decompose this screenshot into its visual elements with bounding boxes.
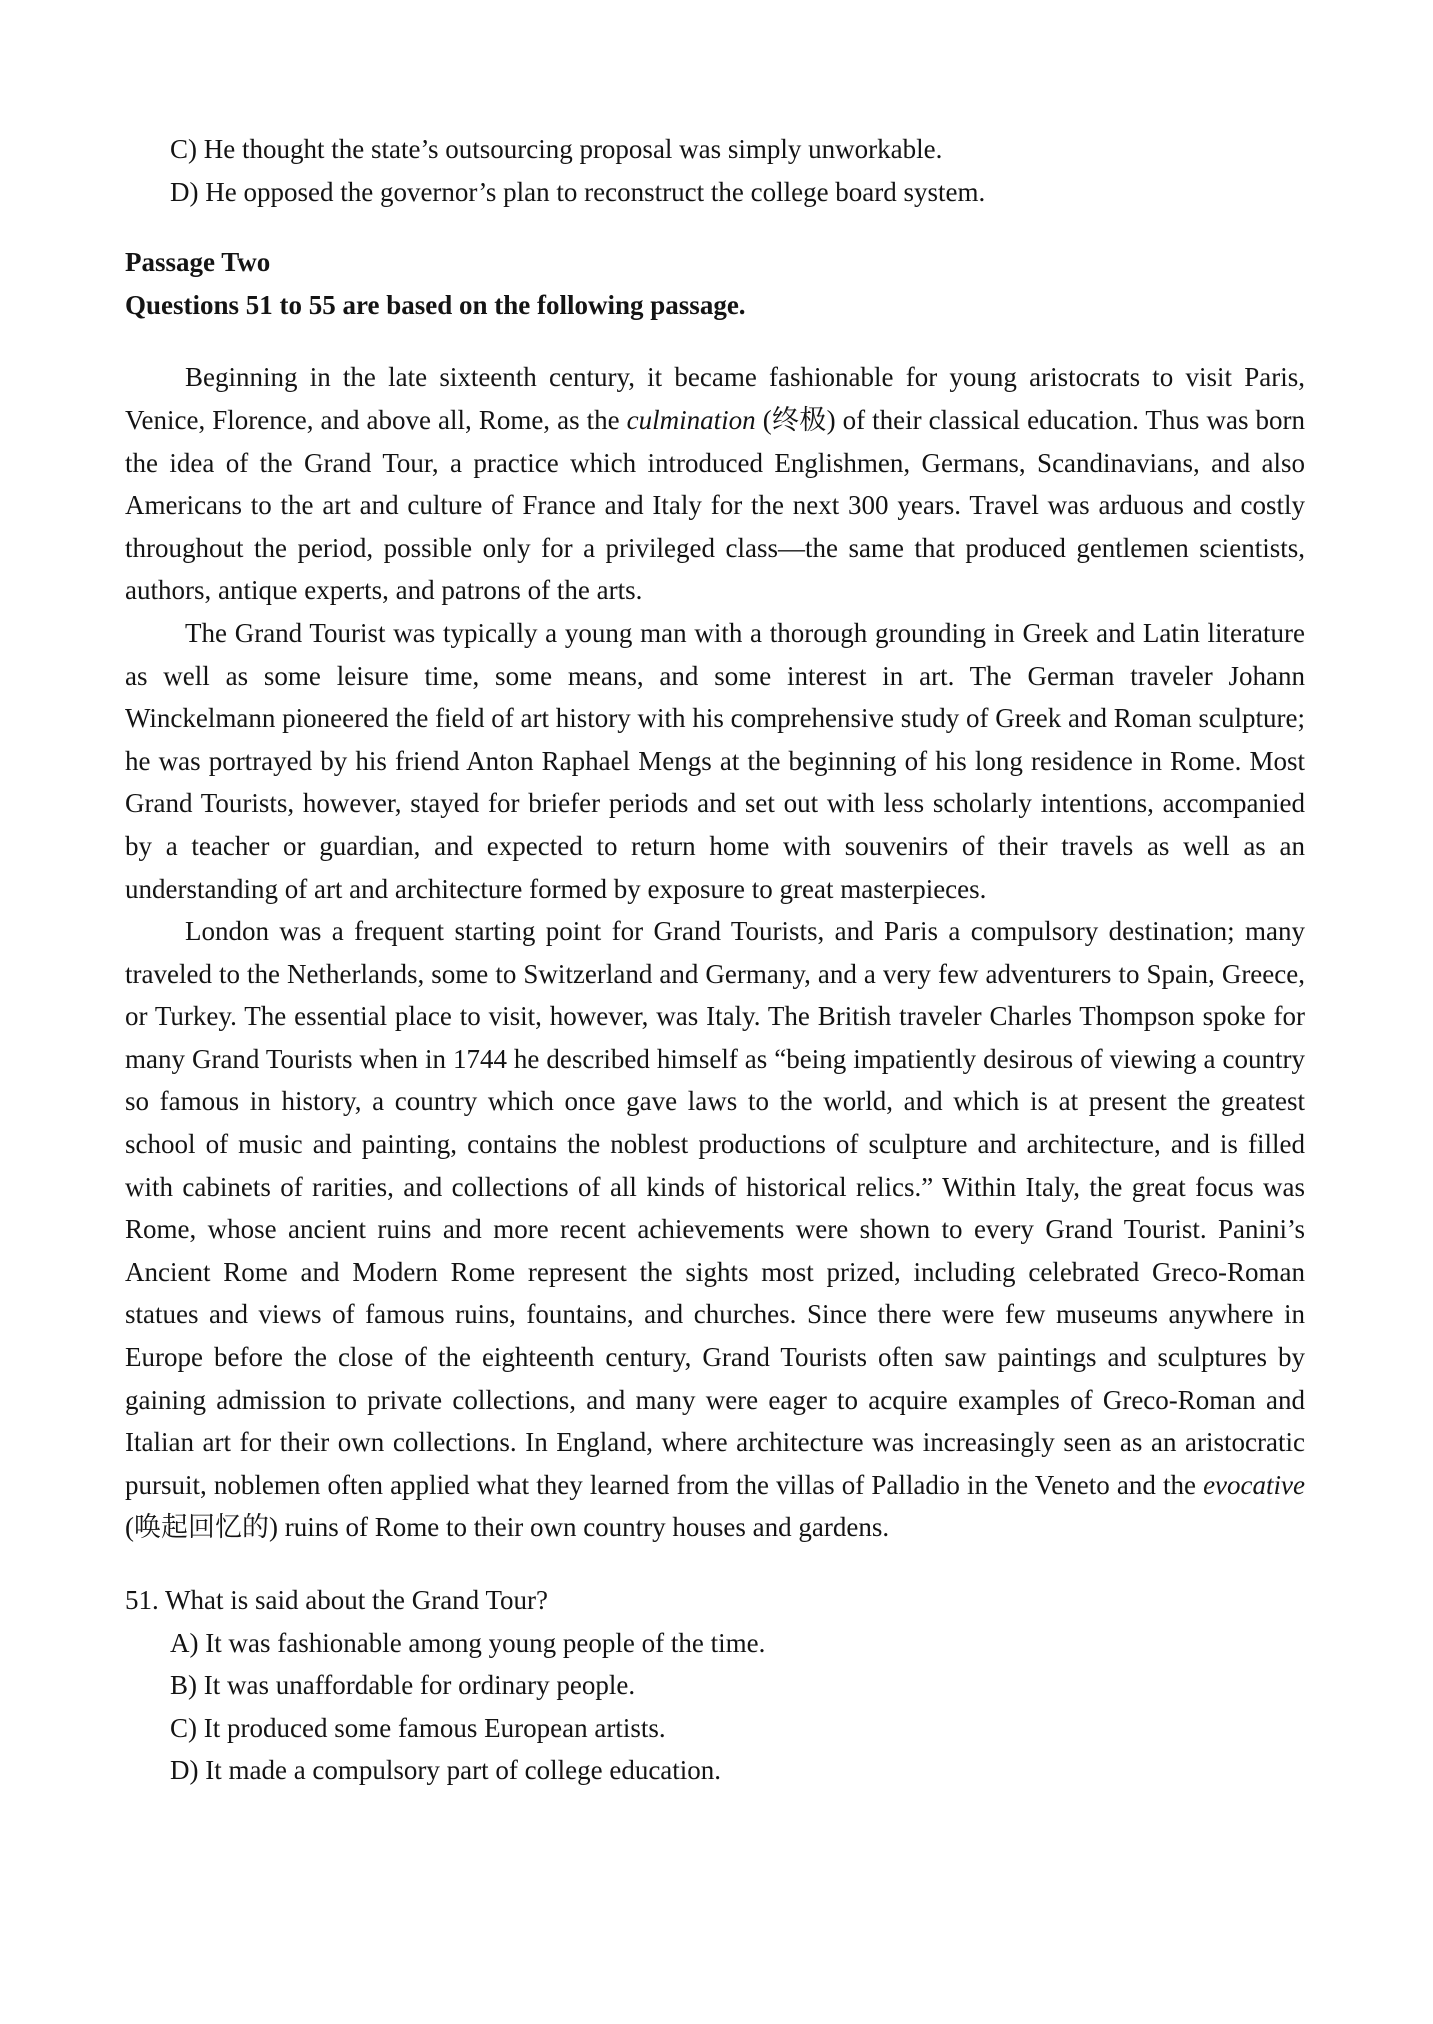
glossed-word-culmination: culmination [626,404,756,435]
exam-page [125,128,1305,1792]
paragraph-2: The Grand Tourist was typically a young man with a thorough grounding in Greek and Latin literature as well as some leisure time, some means, and some interest in art. The German traveler Johann Winckelmann pioneered the field of art history with his comprehensive study of Greek and Roman sculpture; he was portrayed by his friend Anton Raphael Mengs at the beginning of his long residence in Rome. Most Grand Tourists, however, stayed for briefer periods and set out with less scholarly intentions, accompanied by a teacher or guardian, and expected to return home with souvenirs of their travels as well as an understanding of art and architecture formed by exposure to great masterpieces. [125,617,1305,904]
option-c: C) He thought the state’s outsourcing proposal was simply unworkable. [170,134,943,164]
previous-question-options [125,128,1305,213]
paragraph-3-text-b: ruins of Rome to their own country houses and gardens. [284,1512,890,1543]
option-d: D) He opposed the governor’s plan to reconstruct the college board system. [170,176,986,207]
option-a: A) It was fashionable among young people of the time. [170,1627,766,1658]
question-stem: 51. What is said about the Grand Tour? [125,1585,549,1615]
question-options [125,1622,1305,1792]
option-b: B) It was unaffordable for ordinary people. [170,1670,636,1701]
paragraph-3 [125,910,1305,1549]
paragraph-1-text-b: of their classical education. Thus was born the idea of the Grand Tour, a practice which introduced Englishmen, Germans, Scandinavians, and also Americans to the art and culture of France and Italy for the next 300 years. Travel was arduous and costly throughout the period, possible only for a privileged class—the same that produced gentlemen scientists, authors, antique experts, and patrons of the arts. [125,404,1305,606]
paragraph-1 [125,356,1305,612]
question-51 [125,1579,1305,1792]
section-instructions: Questions 51 to 55 are based on the following passage. [125,289,746,320]
gloss-culmination: (终极) [755,404,843,435]
glossed-word-evocative: evocative [1203,1469,1305,1500]
option-d: D) It made a compulsory part of college education. [170,1755,722,1786]
passage-body [125,356,1305,1549]
paragraph-3-text-a: London was a frequent starting point for Grand Tourists, and Paris a compulsory destination; many traveled to the Netherlands, some to Switzerland and Germany, and a very few adventurers to Spain, Greece, or Turkey. The essential place to visit, however, was Italy. The British traveler Charles Thompson spoke for many Grand Tourists when in 1744 he described himself as “being impatiently desirous of viewing a country so famous in history, a country which once gave laws to the world, and which is at present the greatest school of music and painting, contains the noblest productions of sculpture and architecture, and is filled with cabinets of rarities, and collections of all kinds of historical relics.” Within Italy, the great focus was Rome, whose ancient ruins and more recent achievements were shown to every Grand Tourist. Panini’s Ancient Rome and Modern Rome represent the sights most prized, including celebrated Greco-Roman statues and views of famous ruins, fountains, and churches. Since there were few museums anywhere in Europe before the close of the eighteenth century, Grand Tourists often saw paintings and sculptures by gaining admission to private collections, and many were eager to acquire examples of Greco-Roman and Italian art for their own collections. In England, where architecture was increasingly seen as an aristocratic pursuit, noblemen often applied what they learned from the villas of Palladio in the Veneto and the [125,916,1305,1500]
section-title: Passage Two [125,247,271,278]
option-c: C) It produced some famous European artists. [170,1712,666,1743]
gloss-evocative: (唤起回忆的) [125,1512,285,1543]
paragraph-1-text-a: Beginning in the late sixteenth century, it became fashionable for young aristocrats to visit Paris, Venice, Florence, and above all, Rome, as the [125,362,1305,435]
